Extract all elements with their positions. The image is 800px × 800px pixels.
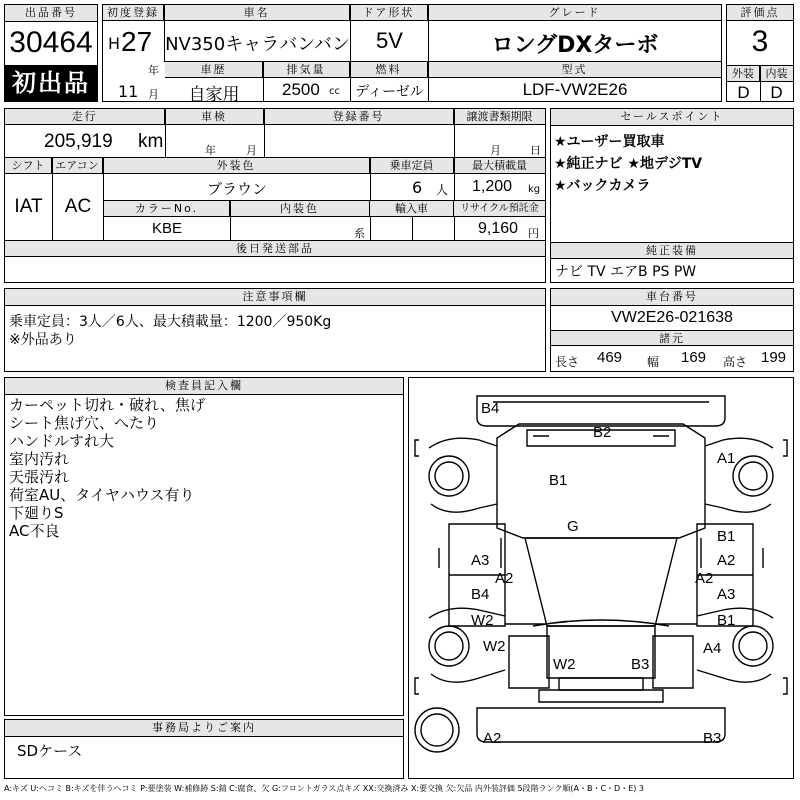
mark-a4: A4 bbox=[703, 640, 722, 657]
displacement: 2500 bbox=[282, 80, 320, 99]
office-box bbox=[4, 719, 404, 779]
inspector-label: 検査員記入欄 bbox=[5, 378, 403, 395]
transfer-month-unit: 月 bbox=[490, 144, 501, 157]
inspector-line-4: 室内汚れ bbox=[9, 450, 70, 468]
mark-b2: B2 bbox=[593, 424, 612, 441]
height-label: 高さ bbox=[723, 355, 748, 369]
inspection-label: 車検 bbox=[165, 109, 264, 125]
inspection-year-unit: 年 bbox=[205, 144, 216, 157]
car-name: NV350キャラバンバン bbox=[165, 34, 350, 55]
fuel: ディーゼル bbox=[355, 84, 424, 100]
grade: ロングDXターボ bbox=[491, 33, 659, 58]
max-load: 1,200 bbox=[472, 178, 513, 195]
door-label: ドア形状 bbox=[350, 5, 428, 21]
recycle-unit: 円 bbox=[528, 227, 539, 240]
inspector-line-6: 荷室AU、タイヤハウス有り bbox=[9, 486, 195, 504]
recycle-label: リサイクル預託金 bbox=[454, 201, 545, 217]
max-load-label: 最大積載量 bbox=[454, 158, 545, 174]
transfer-day-unit: 日 bbox=[530, 144, 541, 157]
inspector-line-7: 下廻りS bbox=[9, 504, 64, 522]
mileage: 205,919 bbox=[44, 131, 113, 152]
mark-b3-bottom: B3 bbox=[703, 730, 722, 747]
sales-point-2: ★純正ナビ ★地デジTV bbox=[554, 156, 703, 172]
mark-b4-top: B4 bbox=[481, 400, 500, 417]
year-era: H bbox=[108, 34, 121, 53]
lot-number-label: 出品番号 bbox=[5, 5, 97, 22]
car-diagram bbox=[408, 377, 794, 779]
displacement-label: 排気量 bbox=[263, 62, 350, 78]
later-parts-label: 後日発送部品 bbox=[5, 241, 545, 257]
year: 27 bbox=[121, 26, 153, 57]
mileage-unit: km bbox=[138, 131, 164, 152]
history: 自家用 bbox=[188, 85, 240, 105]
door: 5V bbox=[376, 28, 403, 53]
height: 199 bbox=[761, 349, 787, 366]
notes-box bbox=[4, 288, 546, 372]
score: 3 bbox=[751, 25, 769, 58]
inspector-box bbox=[4, 377, 404, 716]
score-label: 評価点 bbox=[727, 5, 793, 21]
lot-number: 30464 bbox=[9, 26, 93, 59]
interior-suffix: 系 bbox=[354, 227, 365, 240]
color-no: KBE bbox=[151, 220, 182, 237]
displacement-unit: cc bbox=[329, 86, 340, 97]
mark-a2-left: A2 bbox=[495, 570, 514, 587]
mark-b1-right-lower: B1 bbox=[717, 612, 736, 629]
mark-a1: A1 bbox=[717, 450, 736, 467]
chassis-box bbox=[550, 288, 794, 372]
color: ブラウン bbox=[206, 180, 267, 198]
capacity-label: 乗車定員 bbox=[370, 158, 454, 174]
mark-g: G bbox=[567, 518, 579, 535]
mark-w2-left: W2 bbox=[483, 638, 506, 655]
max-load-unit: kg bbox=[528, 184, 541, 195]
year-unit: 年 bbox=[148, 64, 159, 77]
sales-point-3: ★バックカメラ bbox=[554, 178, 651, 194]
ac: AC bbox=[64, 196, 92, 217]
inspector-line-5: 天張汚れ bbox=[9, 468, 70, 486]
width-label: 幅 bbox=[647, 355, 660, 369]
interior-grade: D bbox=[770, 83, 783, 102]
inspection-month-unit: 月 bbox=[246, 144, 257, 157]
transfer-label: 譲渡書類期限 bbox=[454, 109, 545, 125]
mark-b4-left: B4 bbox=[471, 586, 490, 603]
legend: A:キズ U:ヘコミ B:キズを伴うヘコミ P:要塗装 W:補修跡 S:錆 C:腐食、欠 G:フロントガラス点キズ XX:交換済み X:要交換 欠:欠品 内外装評価 5段階ランク順(A・B・C・D・E) 3 bbox=[4, 784, 645, 793]
color-no-label: カラーNo. bbox=[104, 201, 230, 217]
color-label: 外装色 bbox=[103, 158, 370, 174]
fuel-label: 燃料 bbox=[350, 62, 428, 78]
score-box bbox=[726, 4, 794, 102]
sales-points-label: セールスポイント bbox=[551, 109, 793, 126]
first-listing-text: 初出品 bbox=[12, 69, 90, 97]
lot-number-box bbox=[4, 4, 98, 102]
mark-a2-bottom: A2 bbox=[483, 730, 502, 747]
length-label: 長さ bbox=[555, 355, 580, 369]
mark-b3-center: B3 bbox=[631, 656, 650, 673]
interior-label: 内装 bbox=[760, 66, 793, 82]
model: LDF-VW2E26 bbox=[522, 80, 628, 99]
genuine-equipment-label: 純正装備 bbox=[551, 243, 793, 259]
sales-point-1: ★ユーザー買取車 bbox=[554, 134, 665, 150]
mark-b1-right: B1 bbox=[717, 528, 736, 545]
mark-a3-right: A3 bbox=[717, 586, 736, 603]
dims-label: 諸元 bbox=[551, 330, 793, 346]
first-listing-badge bbox=[5, 65, 97, 101]
mark-b1-center: B1 bbox=[549, 472, 568, 489]
inspector-line-3: ハンドルすれ大 bbox=[9, 432, 115, 450]
inspector-line-2: シート焦げ穴、へたり bbox=[9, 414, 160, 432]
mark-w2-left-upper: W2 bbox=[471, 612, 494, 629]
mark-a3-left: A3 bbox=[471, 552, 490, 569]
month-unit: 月 bbox=[148, 88, 159, 101]
exterior-label: 外装 bbox=[727, 66, 760, 82]
recycle: 9,160 bbox=[478, 220, 519, 237]
mark-w2-center: W2 bbox=[553, 656, 576, 673]
shift: IAT bbox=[14, 196, 43, 217]
shift-label: シフト bbox=[5, 158, 52, 174]
reg-number-label: 登録番号 bbox=[264, 109, 454, 125]
length: 469 bbox=[597, 349, 623, 366]
notes-label: 注意事項欄 bbox=[5, 289, 545, 306]
car-name-label: 車名 bbox=[164, 5, 350, 21]
exterior-grade: D bbox=[737, 83, 750, 102]
month: 11 bbox=[118, 82, 139, 101]
inspector-line-1: カーペット切れ・破れ、焦げ bbox=[9, 396, 205, 414]
import-label: 輸入車 bbox=[370, 201, 454, 217]
first-reg-label: 初度登録 bbox=[103, 5, 164, 21]
office-label: 事務局よりご案内 bbox=[5, 720, 403, 737]
sales-points-box bbox=[550, 108, 794, 283]
notes-line-1: 乗車定員：3人／6人、最大積載量：1200／950Kg bbox=[9, 314, 332, 330]
capacity: 6 bbox=[412, 178, 423, 197]
mark-a2-right-upper: A2 bbox=[717, 552, 736, 569]
notes-line-2: ※外品あり bbox=[9, 332, 77, 348]
office-note: SDケース bbox=[17, 742, 83, 760]
inspector-line-8: AC不良 bbox=[9, 522, 60, 540]
mileage-label: 走行 bbox=[5, 109, 165, 125]
grade-label: グレード bbox=[428, 5, 721, 21]
model-label: 型式 bbox=[428, 62, 721, 78]
capacity-unit: 人 bbox=[436, 183, 449, 197]
genuine-equipment: ナビ TV エアB PS PW bbox=[555, 264, 697, 280]
chassis-label: 車台番号 bbox=[551, 289, 793, 306]
width: 169 bbox=[681, 349, 707, 366]
interior-color-label: 内装色 bbox=[230, 201, 370, 217]
mark-a2-right: A2 bbox=[695, 570, 714, 587]
ac-label: エアコン bbox=[52, 158, 103, 174]
chassis-number: VW2E26-021638 bbox=[611, 309, 733, 326]
history-label: 車歴 bbox=[165, 62, 263, 78]
